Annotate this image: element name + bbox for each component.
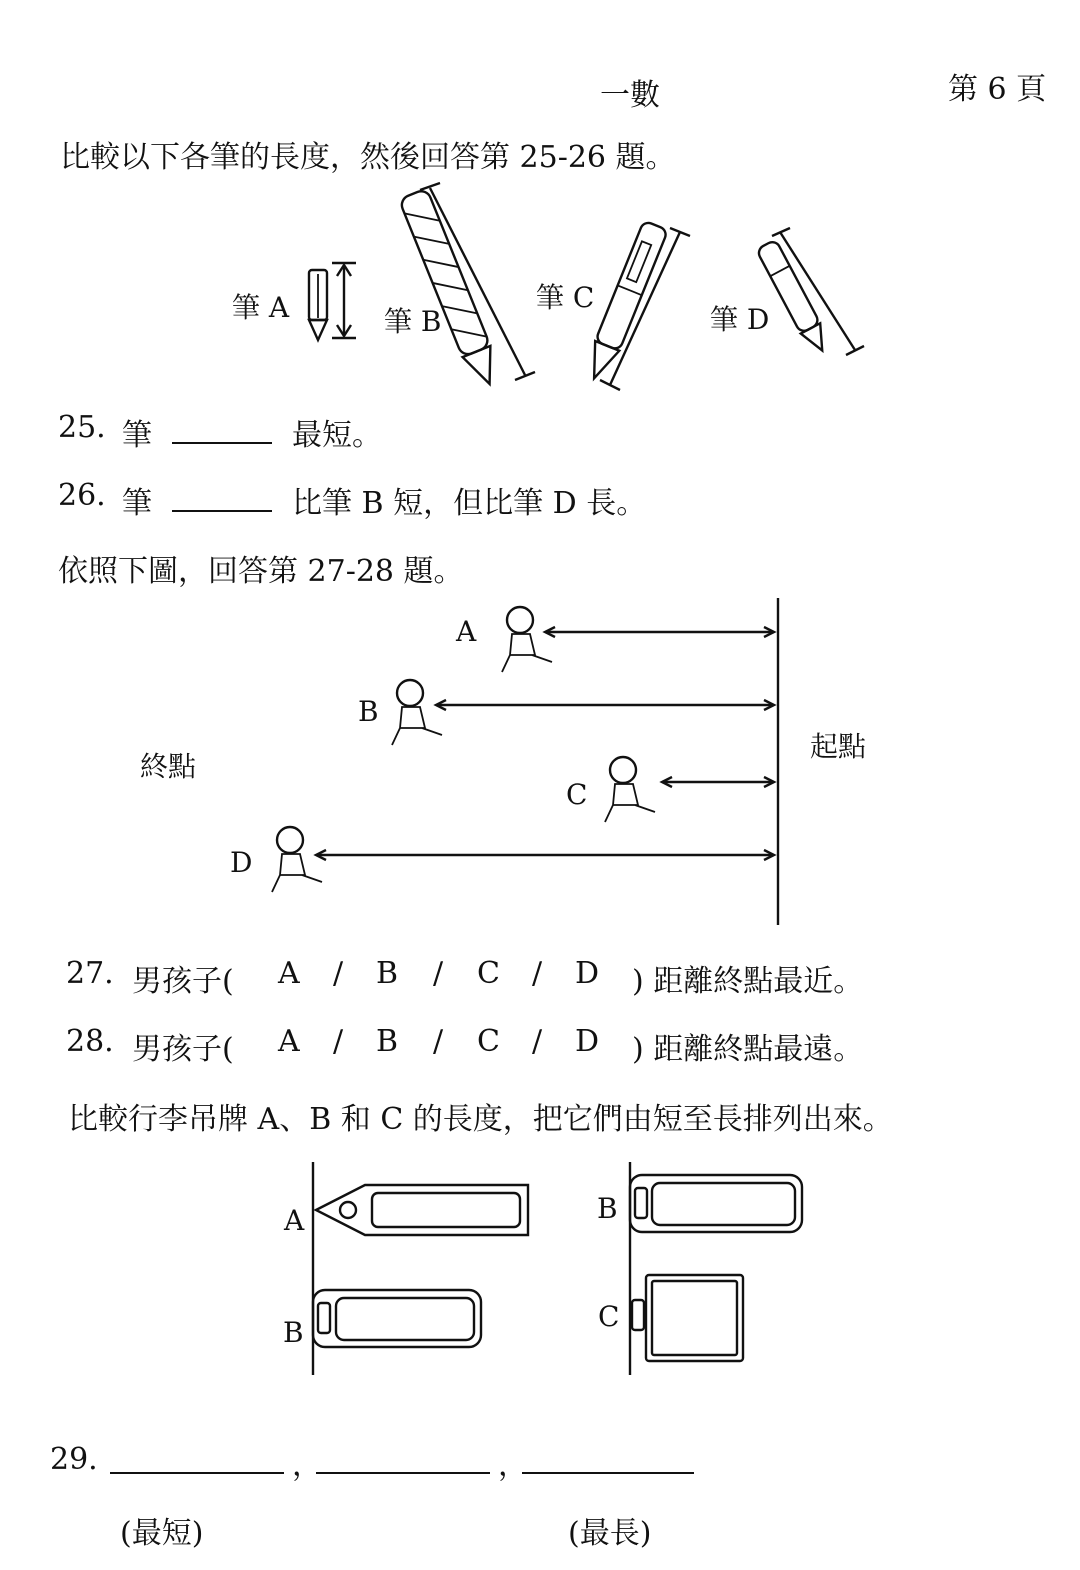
race-instruction: 依照下圖，回答第 27-28 題。 (58, 554, 464, 589)
q28-option-b[interactable]: B (376, 1024, 399, 1059)
q27-option-c[interactable]: C (477, 956, 500, 991)
q27-sep-2: / (433, 956, 444, 991)
runner-d-label: D (230, 846, 253, 879)
q29-longest-label: (最長) (568, 1516, 652, 1551)
pen-c-drawing (582, 221, 668, 384)
q28-number: 28. (66, 1024, 114, 1059)
q25-suffix: 最短。 (292, 418, 382, 453)
pen-a-label: 筆 A (232, 291, 290, 324)
tag-b-right-label: B (597, 1192, 618, 1225)
tag-b-left-label: B (283, 1316, 304, 1349)
q29-shortest-label: (最短) (120, 1516, 204, 1551)
q28-option-d[interactable]: D (575, 1024, 600, 1059)
page-number: 第 6 頁 (948, 72, 1047, 107)
pen-b-label: 筆 B (384, 305, 442, 338)
q26-number: 26. (58, 478, 106, 513)
runner-b-figure (392, 680, 442, 745)
q28-option-c[interactable]: C (477, 1024, 500, 1059)
q25-prefix: 筆 (122, 418, 152, 453)
tags-left-panel (313, 1162, 528, 1375)
q27-number: 27. (66, 956, 114, 991)
q28-sep-1: / (333, 1024, 344, 1059)
runner-a-figure (502, 607, 552, 672)
q29-answer-blank-3[interactable] (522, 1472, 694, 1474)
tag-c-right-label: C (598, 1300, 620, 1333)
runner-c-label: C (566, 778, 588, 811)
finish-label: 終點 (140, 750, 197, 783)
q28-suffix: ) 距離終點最遠。 (632, 1032, 864, 1067)
q25-answer-blank[interactable] (172, 442, 272, 444)
tag-a-left-label: A (284, 1204, 305, 1237)
q25-number: 25. (58, 410, 106, 445)
pen-b-drawing (399, 188, 504, 389)
q29-comma-1: ， (292, 1448, 322, 1483)
start-label: 起點 (810, 730, 867, 763)
q29-answer-blank-1[interactable] (110, 1472, 284, 1474)
tags-right-panel (630, 1162, 802, 1375)
q27-option-a[interactable]: A (278, 956, 300, 991)
q27-prefix: 男孩子( (132, 964, 234, 999)
pen-a-drawing (309, 263, 356, 340)
tag-c-right (646, 1275, 743, 1361)
runner-a-label: A (456, 615, 477, 648)
q29-comma-2: ， (498, 1448, 528, 1483)
q26-suffix: 比筆 B 短，但比筆 D 長。 (292, 486, 647, 521)
q29-answer-blank-2[interactable] (316, 1472, 490, 1474)
q29-number: 29. (50, 1442, 98, 1477)
runner-b-label: B (358, 695, 379, 728)
runner-c-figure (605, 757, 655, 822)
q27-option-b[interactable]: B (376, 956, 399, 991)
pens-instruction: 比較以下各筆的長度，然後回答第 25-26 題。 (60, 140, 676, 175)
subject-title: 一數 (600, 78, 660, 113)
q27-option-d[interactable]: D (575, 956, 600, 991)
runner-d-figure (272, 827, 322, 892)
q28-option-a[interactable]: A (278, 1024, 300, 1059)
q28-sep-2: / (433, 1024, 444, 1059)
pen-d-measure-arrow (772, 228, 864, 355)
pen-c-label: 筆 C (536, 281, 595, 314)
q27-sep-1: / (333, 956, 344, 991)
q27-sep-3: / (532, 956, 543, 991)
q28-prefix: 男孩子( (132, 1032, 234, 1067)
tags-instruction: 比較行李吊牌 A、B 和 C 的長度，把它們由短至長排列出來。 (68, 1102, 893, 1137)
q28-sep-3: / (532, 1024, 543, 1059)
pen-d-label: 筆 D (710, 303, 770, 336)
pen-c-measure-arrow (600, 228, 690, 390)
q27-suffix: ) 距離終點最近。 (632, 964, 864, 999)
q26-answer-blank[interactable] (172, 510, 272, 512)
race-diagram (272, 598, 778, 925)
q26-prefix: 筆 (122, 486, 152, 521)
